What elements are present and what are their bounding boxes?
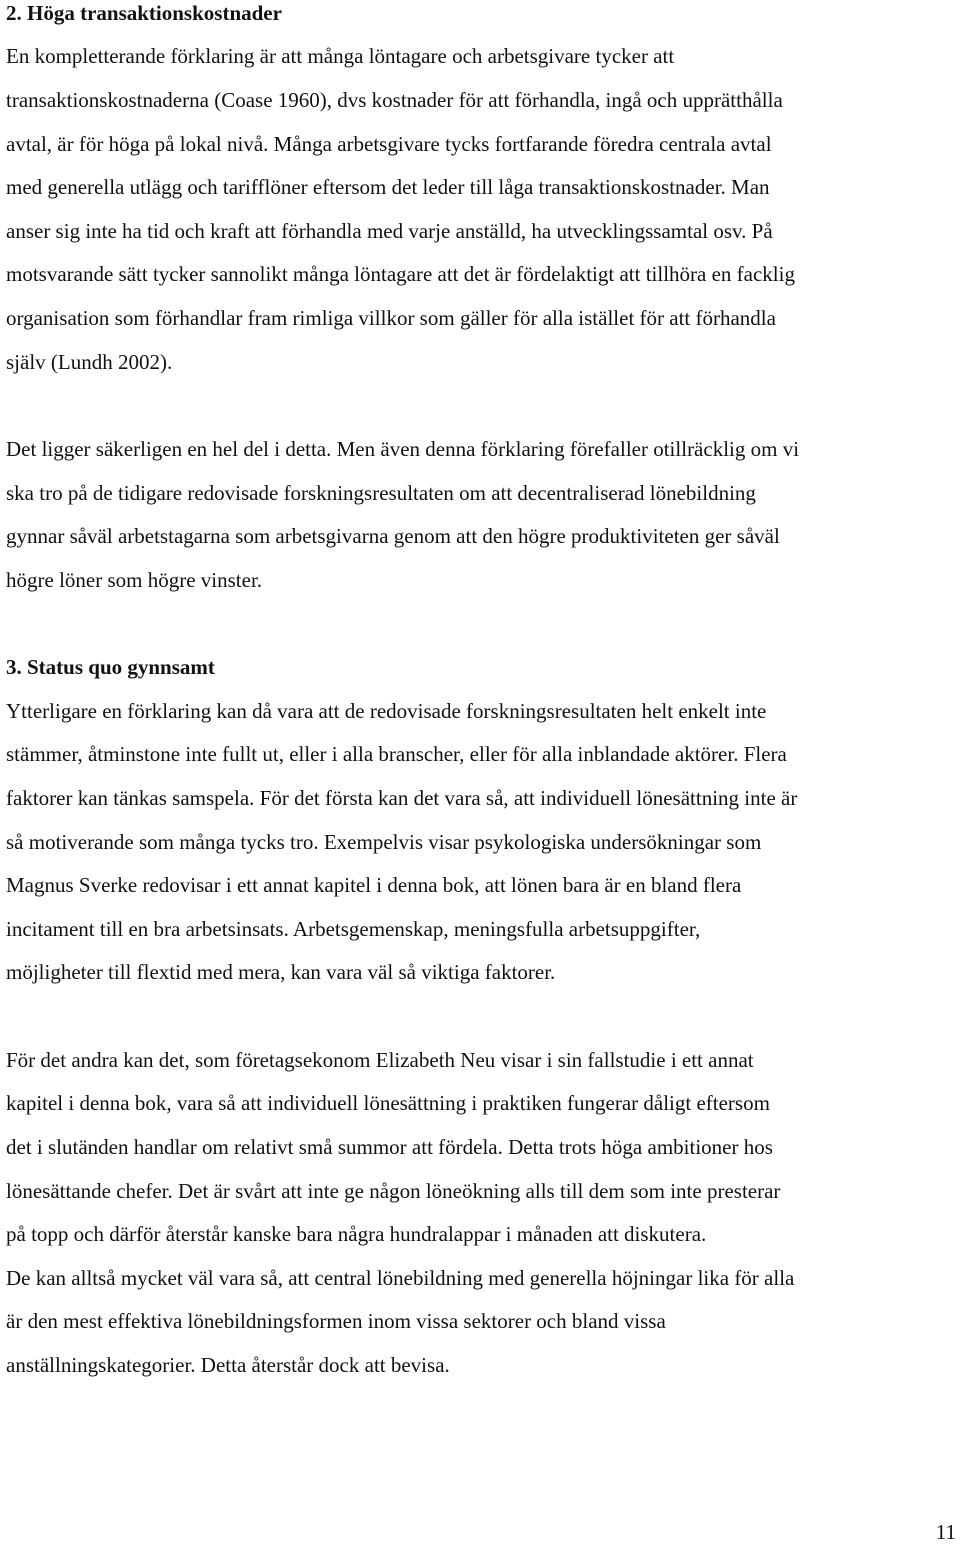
paragraph-line: gynnar såväl arbetstagarna som arbetsgivarna genom att den högre produktiviteten ger såväl — [6, 524, 780, 548]
paragraph-line: är den mest effektiva lönebildningsformen inom vissa sektorer och bland vissa — [6, 1309, 666, 1333]
paragraph-line: Magnus Sverke redovisar i ett annat kapitel i denna bok, att lönen bara är en bland flera — [6, 873, 742, 897]
paragraph-line: så motiverande som många tycks tro. Exempelvis visar psykologiska undersökningar som — [6, 830, 762, 854]
paragraph-line: på topp och därför återstår kanske bara några hundralappar i månaden att diskutera. — [6, 1222, 707, 1246]
paragraph-line: incitament till en bra arbetsinsats. Arbetsgemenskap, meningsfulla arbetsuppgifter, — [6, 917, 701, 941]
paragraph-line: avtal, är för höga på lokal nivå. Många arbetsgivare tycks fortfarande föredra centrala avtal — [6, 132, 772, 156]
paragraph-line: motsvarande sätt tycker sannolikt många löntagare att det är fördelaktigt att tillhöra en facklig — [6, 262, 795, 286]
paragraph-line: faktorer kan tänkas samspela. För det första kan det vara så, att individuell lönesättning inte är — [6, 786, 798, 810]
paragraph-line: anställningskategorier. Detta återstår dock att bevisa. — [6, 1353, 450, 1377]
paragraph-line: ska tro på de tidigare redovisade forskningsresultaten om att decentraliserad lönebildning — [6, 481, 756, 505]
paragraph-line: Ytterligare en förklaring kan då vara att de redovisade forskningsresultaten helt enkelt inte — [6, 699, 767, 723]
paragraph-line: De kan alltså mycket väl vara så, att central lönebildning med generella höjningar lika för alla — [6, 1266, 795, 1290]
paragraph-line: Det ligger säkerligen en hel del i detta. Men även denna förklaring förefaller otillräcklig om vi — [6, 437, 800, 461]
paragraph-line: kapitel i denna bok, vara så att individuell lönesättning i praktiken fungerar dåligt eftersom — [6, 1091, 770, 1115]
paragraph-line: det i slutänden handlar om relativt små summor att fördela. Detta trots höga ambitioner hos — [6, 1135, 773, 1159]
section-heading-3: 3. Status quo gynnsamt — [6, 655, 215, 679]
paragraph-line: organisation som förhandlar fram rimliga villkor som gäller för alla istället för att förhandla — [6, 306, 776, 330]
section-heading-2: 2. Höga transaktionskostnader — [6, 1, 282, 25]
paragraph-line: lönesättande chefer. Det är svårt att inte ge någon löneökning alls till dem som inte presterar — [6, 1179, 781, 1203]
paragraph-line: För det andra kan det, som företagsekonom Elizabeth Neu visar i sin fallstudie i ett annat — [6, 1048, 754, 1072]
page-number: 11 — [935, 1520, 956, 1544]
paragraph-line: med generella utlägg och tarifflöner eftersom det leder till låga transaktionskostnader. Man — [6, 175, 770, 199]
paragraph-line: högre löner som högre vinster. — [6, 568, 263, 592]
paragraph-line: anser sig inte ha tid och kraft att förhandla med varje anställd, ha utvecklingssamtal osv. På — [6, 219, 773, 243]
paragraph-line: själv (Lundh 2002). — [6, 350, 173, 374]
paragraph-line: möjligheter till flextid med mera, kan vara väl så viktiga faktorer. — [6, 960, 556, 984]
paragraph-line: stämmer, åtminstone inte fullt ut, eller i alla branscher, eller för alla inblandade aktörer. Flera — [6, 742, 787, 766]
paragraph-line: transaktionskostnaderna (Coase 1960), dvs kostnader för att förhandla, ingå och upprätthålla — [6, 88, 783, 112]
paragraph-line: En kompletterande förklaring är att många löntagare och arbetsgivare tycker att — [6, 44, 675, 68]
